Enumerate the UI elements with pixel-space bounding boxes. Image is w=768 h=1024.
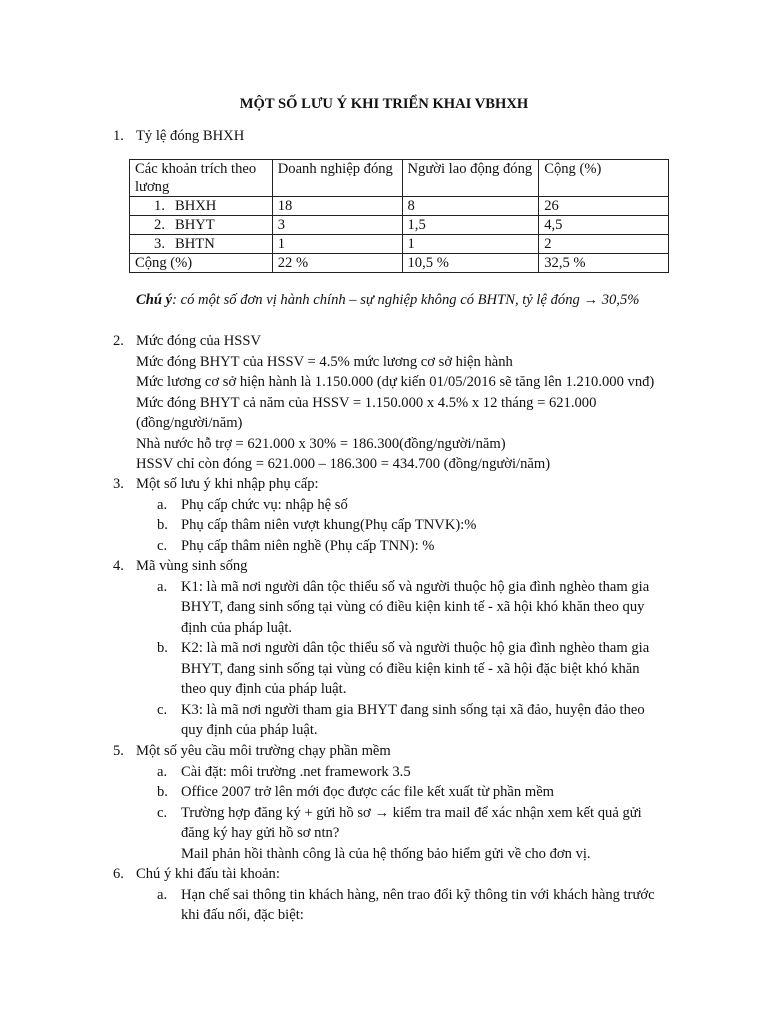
item-text: Office 2007 trở lên mới đọc được các file kết xuất từ phần mềm [181, 784, 555, 800]
item-letter: a. [157, 763, 168, 780]
text-line: Mức đóng BHYT của HSSV = 4.5% mức lương cơ sở hiện hành [136, 353, 513, 370]
list-item [0, 515, 768, 536]
table-cell: 26 [539, 197, 669, 216]
item-letter: a. [157, 578, 168, 595]
item-text [181, 803, 642, 824]
table-cell: 1,5 [402, 216, 539, 235]
table-cell: 8 [402, 197, 539, 216]
item-letter: c. [157, 804, 168, 821]
item-letter: b. [157, 784, 168, 800]
item-text: Cài đặt: môi trường .net framework 3.5 [181, 763, 411, 780]
total-label: Cộng (%) [130, 254, 273, 273]
text-line: (đồng/người/năm) [136, 415, 243, 431]
section-3 [0, 474, 768, 556]
list-item [0, 700, 768, 721]
section-number: 1. [113, 128, 124, 144]
note-label: Chú ý [136, 292, 173, 308]
table-total-row [130, 254, 669, 273]
section-title: Mã vùng sinh sống [136, 558, 248, 574]
item-text-part: kiểm tra mail để xác nhận xem kết quả gửi [389, 804, 642, 821]
table-cell: 2 [539, 235, 669, 254]
note-line [136, 290, 639, 311]
item-name: BHXH [175, 198, 217, 214]
list-item [0, 885, 768, 906]
item-text: BHYT, đang sinh sống tại vùng có điều kiện kinh tế - xã hội đặc biệt khó khăn [181, 660, 640, 677]
text-line: HSSV chỉ còn đóng = 621.000 – 186.300 = 434.700 (đồng/người/năm) [136, 456, 551, 472]
list-item [0, 803, 768, 824]
list-item [0, 495, 768, 516]
text-line: Mức lương cơ sở hiện hành là 1.150.000 (dự kiến 01/05/2016 sẽ tăng lên 1.210.000 vnđ) [136, 374, 655, 390]
table-row [130, 216, 669, 235]
text-line: Mức đóng BHYT cả năm của HSSV = 1.150.000 x 4.5% x 12 tháng = 621.000 [136, 394, 597, 411]
item-letter: a. [157, 496, 168, 513]
item-text: định của pháp luật. [181, 619, 293, 636]
list-item [0, 577, 768, 598]
section-title: Chú ý khi đấu tài khoản: [136, 866, 280, 882]
item-number: 2. [154, 217, 165, 233]
item-number: 3. [154, 236, 165, 252]
section-5 [0, 741, 768, 864]
item-text: K3: là mã nơi người tham gia BHYT đang sinh sống tại xã đảo, huyện đảo theo [181, 701, 645, 718]
section-number: 4. [113, 558, 124, 574]
item-cell [130, 235, 273, 254]
list-item [0, 536, 768, 557]
item-text: Mail phản hồi thành công là của hệ thống bảo hiểm gửi về cho đơn vị. [181, 845, 591, 862]
item-text: quy định của pháp luật. [181, 722, 318, 738]
section-number: 3. [113, 476, 124, 492]
table-cell: 10,5 % [402, 254, 539, 273]
item-text: Phụ cấp thâm niên vượt khung(Phụ cấp TNVK):% [181, 517, 477, 533]
item-name: BHTN [175, 236, 215, 252]
item-text-part: Trường hợp đăng ký + gửi hồ sơ [181, 804, 375, 821]
item-text: Phụ cấp thâm niên nghề (Phụ cấp TNN): % [181, 537, 435, 554]
contribution-rate-table [129, 159, 669, 273]
table-cell: 4,5 [539, 216, 669, 235]
header-cell: Các khoản trích theo lương [130, 160, 273, 197]
item-name: BHYT [175, 217, 215, 233]
item-number: 1. [154, 198, 165, 214]
item-letter: a. [157, 886, 168, 903]
section-title: Một số yêu cầu môi trường chạy phần mềm [136, 743, 391, 759]
text-line: Nhà nước hỗ trợ = 621.000 x 30% = 186.300(đồng/người/năm) [136, 435, 506, 452]
note-value: 30,5% [598, 292, 640, 308]
table-header-row [130, 160, 669, 197]
item-text: khi đấu nối, đặc biệt: [181, 907, 304, 923]
header-cell: Doanh nghiệp đóng [272, 160, 402, 197]
item-letter: c. [157, 701, 168, 718]
section-number: 6. [113, 866, 124, 882]
table-cell: 32,5 % [539, 254, 669, 273]
item-text: đăng ký hay gửi hồ sơ ntn? [181, 825, 340, 841]
header-cell: Cộng (%) [539, 160, 669, 197]
table-cell: 1 [272, 235, 402, 254]
table-cell: 18 [272, 197, 402, 216]
item-letter: b. [157, 640, 168, 656]
list-item [0, 762, 768, 783]
note-text: : có một số đơn vị hành chính – sự nghiệp không có BHTN, tỷ lệ đóng [172, 292, 584, 308]
item-cell [130, 216, 273, 235]
header-cell: Người lao động đóng [402, 160, 539, 197]
item-letter: b. [157, 517, 168, 533]
item-text: BHYT, đang sinh sống tại vùng có điều kiện kinh tế - xã hội khó khăn theo quy [181, 599, 645, 615]
item-text: theo quy định của pháp luật. [181, 681, 347, 697]
table-cell: 1 [402, 235, 539, 254]
item-text: Hạn chế sai thông tin khách hàng, nên trao đổi kỹ thông tin với khách hàng trước [181, 886, 655, 903]
section-6 [0, 864, 768, 926]
arrow-right-icon: → [583, 292, 599, 308]
table-row [130, 235, 669, 254]
table-row [130, 197, 669, 216]
table-cell: 22 % [272, 254, 402, 273]
item-text: K1: là mã nơi người dân tộc thiểu số và người thuộc hộ gia đình nghèo tham gia [181, 578, 650, 595]
arrow-right-icon: → [374, 804, 390, 821]
section-number: 2. [113, 333, 124, 349]
item-letter: c. [157, 537, 168, 554]
item-cell [130, 197, 273, 216]
list-item [0, 782, 768, 803]
section-title: Một số lưu ý khi nhập phụ cấp: [136, 476, 319, 492]
section-2 [0, 331, 768, 475]
section-title: Mức đóng của HSSV [136, 333, 262, 349]
section-4 [0, 556, 768, 741]
table-cell: 3 [272, 216, 402, 235]
item-text: Phụ cấp chức vụ: nhập hệ số [181, 496, 348, 513]
list-item [0, 638, 768, 659]
section-number: 5. [113, 743, 124, 759]
section-title: Tỷ lệ đóng BHXH [136, 128, 245, 144]
section-1 [0, 126, 768, 147]
section-heading [0, 126, 768, 147]
document-title: MỘT SỐ LƯU Ý KHI TRIỂN KHAI VBHXH [239, 96, 529, 112]
item-text: K2: là mã nơi người dân tộc thiểu số và người thuộc hộ gia đình nghèo tham gia [181, 640, 650, 656]
